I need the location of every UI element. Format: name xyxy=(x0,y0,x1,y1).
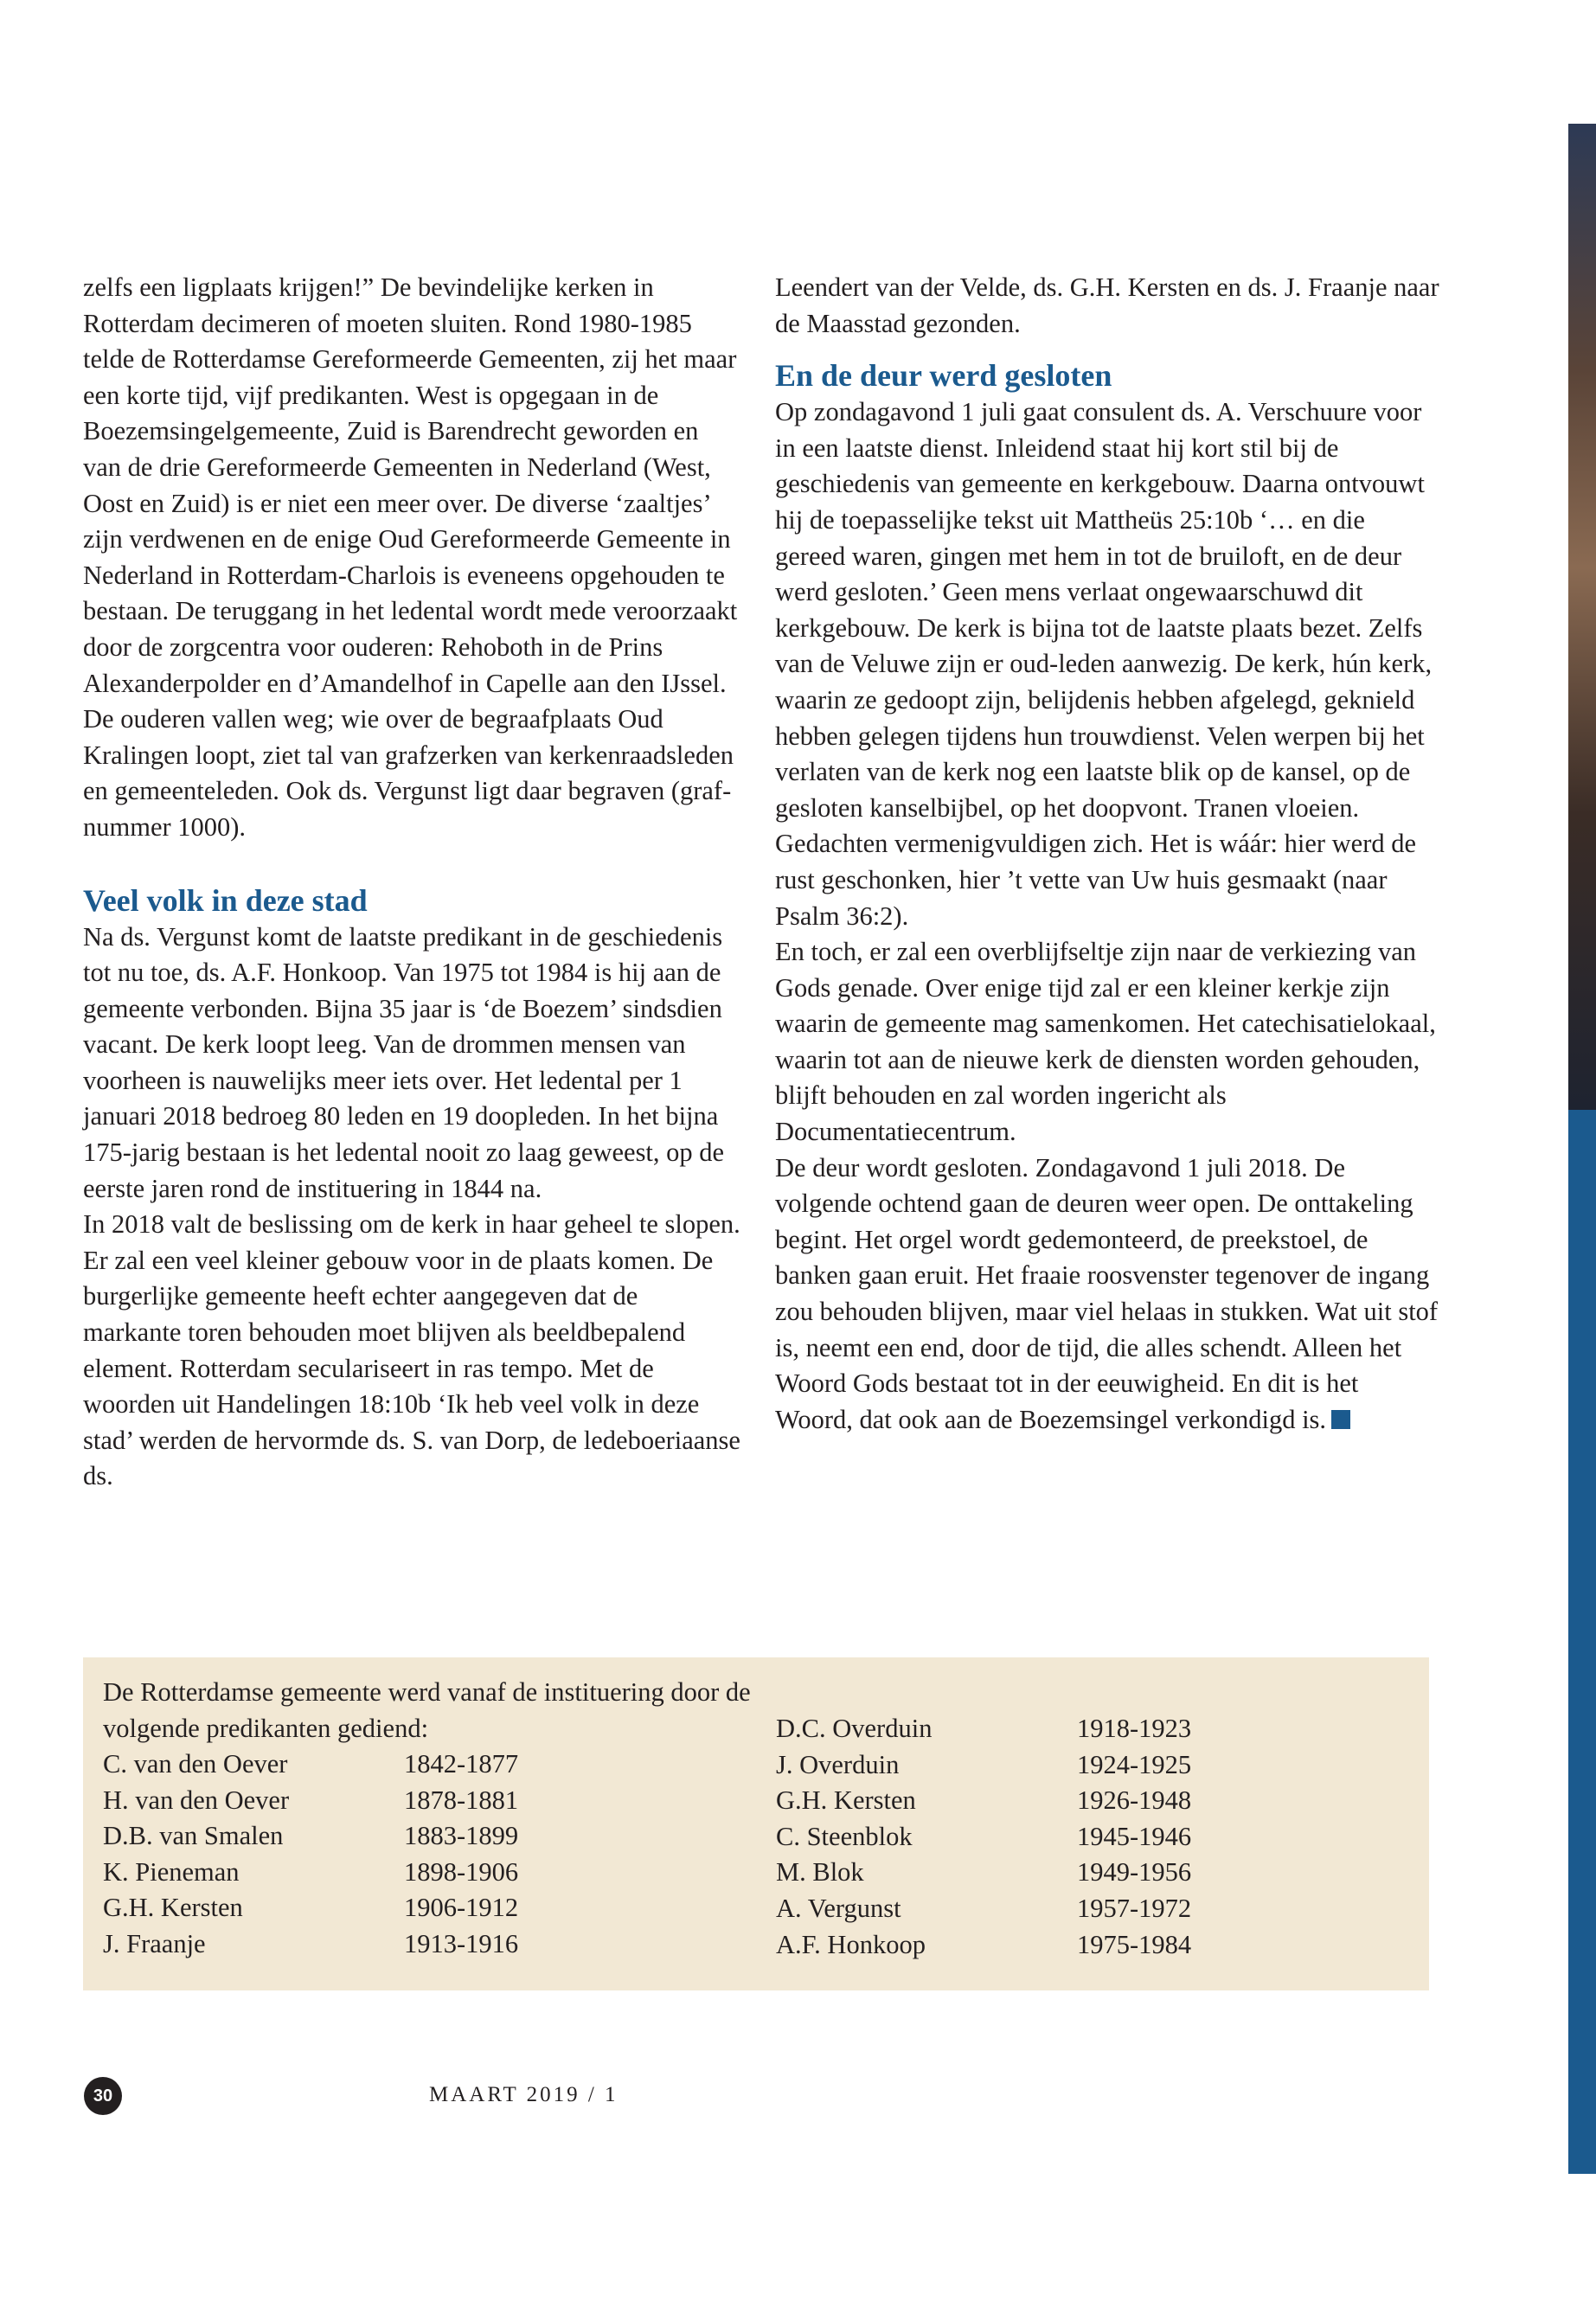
pastor-years: 1878-1881 xyxy=(404,1785,519,1815)
pastor-row xyxy=(776,1927,1399,1964)
issue-label: MAART 2019 / 1 xyxy=(429,2083,619,2106)
pastor-name: J. Overduin xyxy=(776,1749,900,1779)
pastor-row xyxy=(776,1783,1399,1819)
pastor-row xyxy=(776,1747,1399,1784)
paragraph: Op zondagavond 1 juli gaat consulent ds. A. Verschuure voor in een laatste dienst. Inleidend staat hij kort stil bij de geschiedenis van gemeente en kerkgebouw. Daarna ontvouwt hij de toepasselijke tekst uit Mattheüs 25:10b ‘… en die gereed waren, gingen met hem in tot de bruiloft, en de deur werd gesloten.’ Geen mens verlaat ongewaarschuwd dit kerkgebouw. De kerk is bijna tot de laatste plaats bezet. Zelfs van de Veluwe zijn er oud-leden aanwezig. De kerk, hún kerk, waarin ze gedoopt zijn, belijdenis hebben afgelegd, geknield hebben gelegen tijdens hun trouwdienst. Velen werpen bij het verlaten van de kerk nog een laatste blik op de kansel, op de gesloten kanselbijbel, op het doopvont. Tranen vloeien. Gedachten vermenigvuldigen zich. Het is wáár: hier werd de rust geschonken, hier ’t vette van Uw huis gesmaakt (naar Psalm 36:2). xyxy=(775,397,1433,931)
pastor-name: A. Vergunst xyxy=(776,1893,901,1923)
paragraph: In 2018 valt de beslissing om de kerk in haar geheel te slopen. Er zal een veel kleiner gebouw voor in de plaats komen. De burgerlijke gemeente heeft echter aangegeven dat de markante toren behouden moet blijven als beeldbepalend element. Rotterdam seculariseert in ras tempo. Met de woorden uit Handelingen 18:10b ‘Ik heb veel volk in deze stad’ werden de hervormde ds. S. van Dorp, de ledeboeriaanse ds. xyxy=(83,1209,740,1491)
pastor-years: 1898-1906 xyxy=(404,1856,519,1887)
pastor-name: C. Steenblok xyxy=(776,1821,913,1851)
pastor-row xyxy=(103,1890,726,1926)
pastor-name: H. van den Oever xyxy=(103,1785,290,1815)
paragraph: Na ds. Vergunst komt de laatste predikant in de geschiedenis tot nu toe, ds. A.F. Honkoop. Van 1975 tot 1984 is hij aan de gemeente verbonden. Bijna 35 jaar is ‘de Boezem’ sindsdien vacant. De kerk loopt leeg. Van de drommen mensen van voorheen is nauwelijks meer iets over. Het ledental per 1 januari 2018 bedroeg 80 leden en 19 doopleden. In het bijna 175-jarig bestaan is het ledental nooit zo laag geweest, op de eerste jaren rond de instituering in 1844 na. xyxy=(83,921,725,1203)
edge-photo-strip xyxy=(1568,124,1596,1110)
article-column-right xyxy=(775,270,1441,1438)
final-paragraph xyxy=(775,1150,1441,1439)
paragraph: zelfs een ligplaats krijgen!” De bevindelijke kerken in Rotterdam decimeren of moeten sluiten. Rond 1980-1985 telde de Rotterdamse Gereformeerde Gemeenten, zij het maar een korte tijd, vijf predikanten. West is opgegaan in de Boezemsingelgemeente, Zuid is Barendrecht geworden en van de drie Gereformeerde Gemeenten in Nederland (West, Oost en Zuid) is er niet een meer over. De diverse ‘zaaltjes’ zijn verdwenen en de enige Oud Gereformeerde Gemeente in Nederland in Rotterdam-Charlois is eveneens opgehouden te bestaan. De teruggang in het ledental wordt mede veroorzaakt door de zorgcentra voor ouderen: Rehoboth in de Prins Alexanderpolder en d’Amandelhof in Capelle aan den IJssel. De ouderen vallen weg; wie over de begraafplaats Oud Kralingen loopt, ziet tal van grafzerken van kerkenraadsleden en gemeenteleden. Ook ds. Vergunst ligt daar begraven (graf-nummer 1000). xyxy=(83,272,738,842)
page-number-badge: 30 xyxy=(84,2077,122,2115)
pastor-row xyxy=(103,1747,726,1783)
pastor-list-intro: De Rotterdamse gemeente werd vanaf de instituering door de volgende predikanten gediend: xyxy=(103,1677,751,1743)
edge-white-strip xyxy=(1568,2174,1596,2301)
pastor-years: 1945-1946 xyxy=(1077,1821,1192,1851)
pastor-name: G.H. Kersten xyxy=(103,1893,243,1923)
pastor-years: 1918-1923 xyxy=(1077,1714,1192,1743)
pastor-years: 1924-1925 xyxy=(1077,1749,1192,1779)
pastor-row xyxy=(103,1926,726,1963)
paragraph-text: De deur wordt gesloten. Zondagavond 1 juli 2018. De volgende ochtend gaan de deuren weer open. De onttakeling begint. Het orgel wordt gedemonteerd, de preekstoel, de banken gaan eruit. Het fraaie roosvenster tegenover de ingang zou behouden blijven, maar viel helaas in stukken. Wat uit stof is, neemt een end, door de tijd, die alles schendt. Alleen het Woord Gods bestaat tot in der eeuwigheid. En dit is het Woord, dat ook aan de Boezemsingel verkondigd is. xyxy=(775,1152,1439,1434)
pastor-row xyxy=(103,1783,726,1819)
article-column-left xyxy=(83,270,740,1495)
pastor-name: G.H. Kersten xyxy=(776,1785,916,1816)
paragraph: En toch, er zal een overblijfseltje zijn naar de verkiezing van Gods genade. Over enige tijd zal er een kleiner kerkje zijn waarin de gemeente mag samenkomen. Het catechisatielokaal, waarin tot aan de nieuwe kerk de diensten worden gehouden, blijft behouden en zal worden ingericht als Documentatiecentrum. xyxy=(775,937,1436,1147)
pastor-name: A.F. Honkoop xyxy=(776,1929,926,1959)
pastor-name: K. Pieneman xyxy=(103,1856,240,1887)
pastor-name: D.B. van Smalen xyxy=(103,1821,284,1851)
pastor-name: J. Fraanje xyxy=(103,1928,206,1958)
pastor-row xyxy=(776,1819,1399,1856)
pastor-years: 1957-1972 xyxy=(1077,1893,1192,1923)
pastor-name: C. van den Oever xyxy=(103,1749,288,1779)
pastor-row xyxy=(776,1891,1399,1927)
pastor-list-left xyxy=(103,1747,726,1963)
pastor-years: 1975-1984 xyxy=(1077,1929,1192,1959)
pastor-row xyxy=(103,1818,726,1855)
section-heading: En de deur werd gesloten xyxy=(775,358,1112,394)
pastor-row xyxy=(776,1855,1399,1891)
pastor-years: 1883-1899 xyxy=(404,1821,519,1851)
pastor-years: 1926-1948 xyxy=(1077,1785,1192,1816)
pastor-name: M. Blok xyxy=(776,1857,864,1888)
section-heading: Veel volk in deze stad xyxy=(83,882,368,918)
pastor-years: 1913-1916 xyxy=(404,1928,519,1958)
pastor-row xyxy=(103,1855,726,1891)
pastor-years: 1842-1877 xyxy=(404,1749,519,1779)
pastor-name: D.C. Overduin xyxy=(776,1714,933,1743)
pastor-row xyxy=(776,1711,1399,1747)
pastor-years: 1949-1956 xyxy=(1077,1857,1192,1888)
paragraph: Leendert van der Velde, ds. G.H. Kersten en ds. J. Fraanje naar de Maasstad gezonden. xyxy=(775,272,1439,338)
pastor-years: 1906-1912 xyxy=(404,1893,519,1923)
pastor-list-right xyxy=(776,1711,1399,1963)
end-of-article-square-icon xyxy=(1331,1410,1350,1429)
pastor-list-box xyxy=(83,1657,1429,1990)
